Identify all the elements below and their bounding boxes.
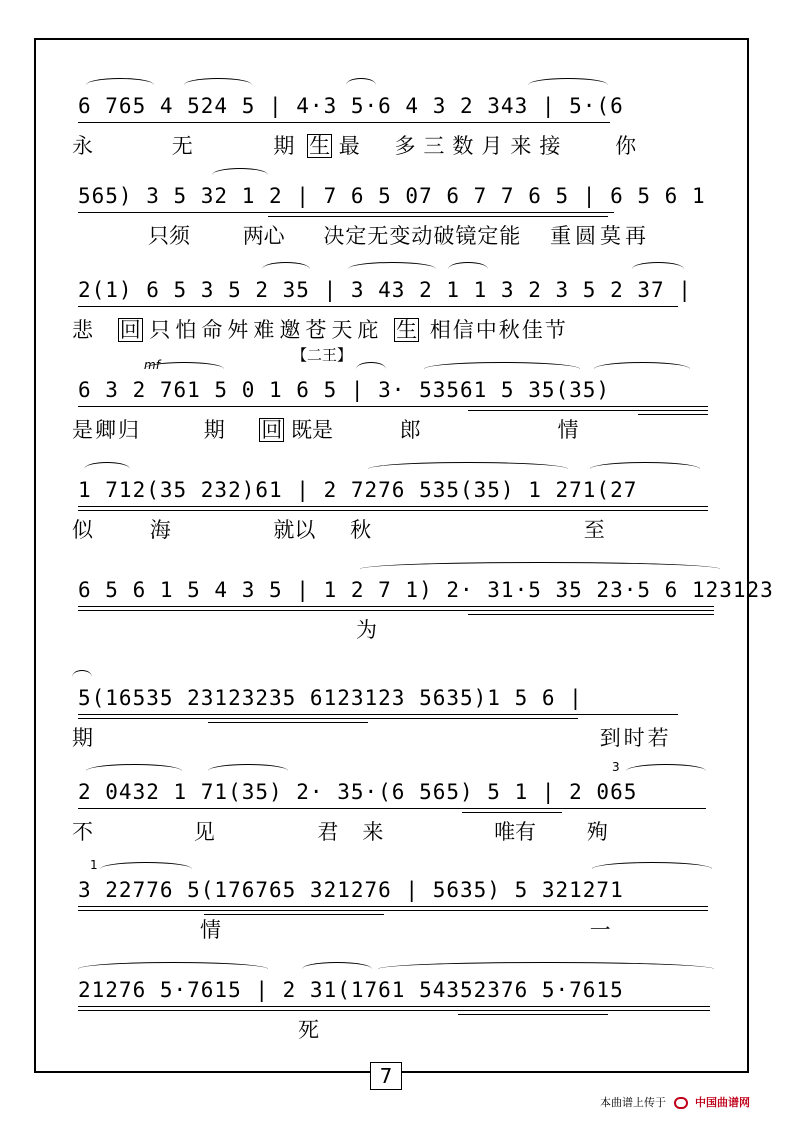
jianpu-notes: 5(16535 23123235 6123123 5635)1 5 6 |	[78, 686, 583, 710]
jianpu-notes: 2(1) 6 5 3 5 2 35 | 3 43 2 1 1 3 2 3 5 2 37 |	[78, 278, 692, 302]
jianpu-notes: 3 22776 5(176765 321276 | 5635) 5 321271	[78, 878, 624, 902]
section-annotation: 【二王】	[292, 346, 353, 364]
duration-underline	[78, 1006, 710, 1007]
lyric-word: 唯有	[494, 820, 537, 844]
page-number: 7	[370, 1062, 402, 1090]
lyric-word: 两心	[242, 224, 285, 248]
slur	[348, 262, 436, 276]
lyric-word: 到时若	[599, 726, 672, 750]
duration-underline	[78, 306, 678, 307]
jianpu-notes: 1 712(35 232)61 | 2 7276 535(35) 1 271(27	[78, 478, 638, 502]
lyric-word: 就以	[273, 518, 316, 542]
lyric-word: 相信中秋佳节	[429, 318, 568, 342]
lyric-word: 殉	[586, 820, 608, 844]
score-system	[78, 972, 718, 1072]
grace-note: 3	[612, 760, 620, 774]
duration-underline	[78, 808, 706, 809]
score-system	[72, 346, 718, 472]
duration-underline	[204, 914, 384, 915]
lyrics-line	[72, 416, 579, 444]
site-logo-icon	[674, 1097, 688, 1109]
duration-underline	[78, 506, 708, 507]
dynamic-marking: mf	[144, 358, 160, 372]
lyric-word: 期	[203, 418, 225, 442]
duration-underline	[78, 910, 708, 911]
footer-brand: 中国曲谱网	[695, 1096, 750, 1109]
slur	[144, 362, 224, 376]
slur	[208, 764, 288, 778]
lyric-word: 秋	[350, 518, 372, 542]
jianpu-notes: 6 3 2 761 5 0 1 6 5 | 3· 53561 5 35(35)	[78, 378, 611, 402]
duration-underline	[78, 906, 708, 907]
duration-underline	[78, 406, 708, 407]
slur	[346, 78, 376, 92]
slur	[424, 362, 580, 376]
score-system	[78, 572, 774, 672]
role-marker-sheng: 生	[309, 134, 331, 158]
lyric-word: 是卿归	[72, 418, 141, 442]
lyric-word: 只须	[148, 224, 190, 248]
slur	[590, 462, 700, 476]
duration-underline	[78, 714, 678, 715]
lyric-word: 期	[273, 134, 295, 158]
lyric-word: 见	[193, 820, 215, 844]
lyric-word: 死	[298, 1018, 319, 1042]
duration-underline	[78, 212, 614, 213]
grace-note: 1	[90, 858, 98, 872]
slur	[378, 962, 714, 976]
lyric-word: 既是	[291, 418, 334, 442]
lyric-word: 你	[615, 134, 637, 158]
duration-underline	[78, 1010, 710, 1011]
slur	[262, 262, 310, 276]
duration-underline	[468, 614, 714, 615]
lyric-word: 无	[171, 134, 193, 158]
lyric-word: 悲	[72, 318, 93, 342]
slur	[84, 462, 130, 476]
slur	[184, 78, 252, 92]
lyrics-line	[72, 132, 637, 160]
lyrics-line	[72, 516, 605, 544]
slur	[212, 168, 268, 182]
slur	[368, 462, 568, 476]
slur	[632, 262, 684, 276]
role-marker-sheng: 生	[396, 318, 418, 342]
jianpu-notes: 21276 5·7615 | 2 31(1761 54352376 5·7615	[78, 978, 624, 1002]
duration-underline	[78, 122, 610, 123]
lyric-word: 情	[200, 918, 221, 942]
lyric-word: 不	[72, 820, 93, 844]
lyric-word: 至	[583, 518, 605, 542]
slur	[72, 670, 92, 684]
lyric-word: 决定无变动破镜定能	[323, 224, 522, 248]
lyric-word: 一	[589, 918, 611, 942]
slur	[86, 78, 154, 92]
lyric-word: 君来	[317, 820, 408, 844]
slur	[360, 562, 720, 576]
footer-credit	[600, 1094, 750, 1110]
slur	[302, 962, 372, 976]
lyrics-line	[72, 818, 608, 846]
duration-underline	[78, 606, 714, 607]
duration-underline	[78, 510, 708, 511]
jianpu-notes: 565) 3 5 32 1 2 | 7 6 5 07 6 7 7 6 5 | 6 5 6 1	[78, 184, 706, 208]
slur	[100, 862, 192, 876]
score-system	[72, 272, 718, 372]
slur	[528, 78, 608, 92]
lyric-word: 期	[72, 726, 93, 750]
lyric-word: 郎	[399, 418, 421, 442]
duration-underline	[208, 722, 368, 723]
score-system	[72, 88, 718, 188]
score-system	[72, 760, 718, 874]
slur	[448, 262, 488, 276]
duration-underline	[78, 718, 578, 719]
slur	[592, 862, 712, 876]
lyric-word: 多三数月来接	[394, 134, 569, 158]
lyric-word: 重圆莫再	[550, 224, 651, 248]
slur	[78, 962, 268, 976]
score-system	[78, 858, 718, 972]
lyrics-line	[78, 222, 650, 250]
slur	[594, 362, 690, 376]
duration-underline	[78, 610, 714, 611]
role-marker-hui: 回	[119, 318, 141, 342]
jianpu-notes: 6 5 6 1 5 4 3 5 | 1 2 7 1) 2· 31·5 35 23·5 6 123123	[78, 578, 774, 602]
footer-text: 本曲谱上传于	[600, 1096, 666, 1109]
score-system	[72, 680, 718, 780]
duration-underline	[468, 410, 708, 411]
role-marker-hui: 回	[261, 418, 283, 442]
lyrics-line	[72, 724, 672, 752]
lyric-word: 为	[356, 618, 377, 642]
slur	[626, 764, 706, 778]
lyric-word: 永	[72, 134, 93, 158]
jianpu-notes: 6 765 4 524 5 | 4·3 5·6 4 3 2 343 | 5·(6	[78, 94, 624, 118]
lyric-word: 只怕命舛难邀苍天庇	[149, 318, 384, 342]
score-system	[72, 472, 718, 572]
duration-underline	[268, 216, 608, 217]
lyrics-line	[78, 916, 611, 944]
jianpu-notes: 2 0432 1 71(35) 2· 35·(6 565) 5 1 | 2 065	[78, 780, 638, 804]
lyric-word: 海	[149, 518, 171, 542]
slur	[86, 764, 182, 778]
duration-underline	[462, 812, 562, 813]
lyric-word: 最	[338, 134, 360, 158]
lyrics-line	[78, 616, 377, 644]
lyric-word: 情	[557, 418, 579, 442]
slur	[356, 362, 386, 376]
lyrics-line	[72, 316, 568, 344]
duration-underline	[638, 414, 708, 415]
lyrics-line	[78, 1016, 319, 1044]
duration-underline	[458, 1014, 608, 1015]
lyric-word: 似	[72, 518, 93, 542]
